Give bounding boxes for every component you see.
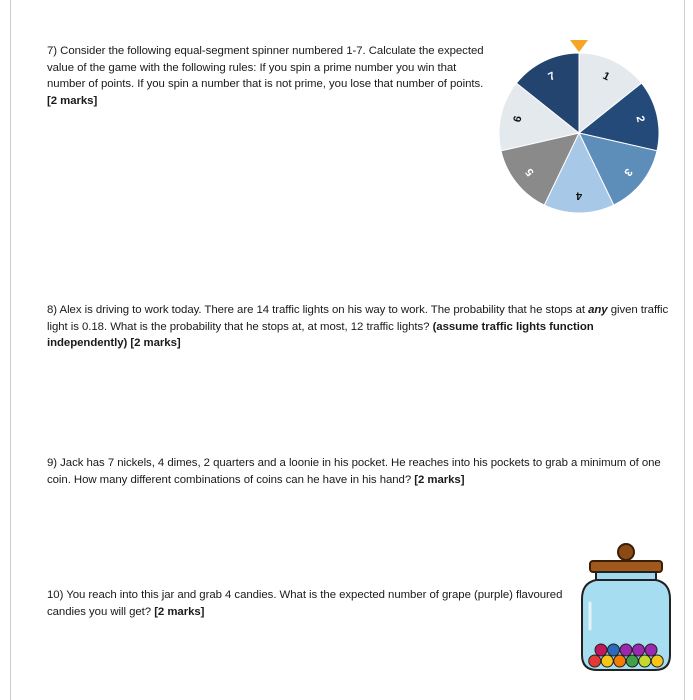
jar-knob bbox=[618, 544, 634, 560]
question-9-marks: [2 marks] bbox=[414, 473, 465, 486]
question-7-number: 7) bbox=[47, 45, 58, 57]
candy-5 bbox=[589, 655, 601, 667]
spinner-label-5: 5 bbox=[523, 165, 537, 179]
candy-10 bbox=[651, 655, 663, 667]
question-8-number: 8) bbox=[47, 304, 58, 316]
candy-6 bbox=[601, 655, 613, 667]
candy-3 bbox=[633, 644, 645, 656]
question-7 bbox=[47, 43, 487, 109]
candy-7 bbox=[614, 655, 626, 667]
question-9 bbox=[47, 455, 672, 488]
question-9-text: Jack has 7 nickels, 4 dimes, 2 quarters and a loonie in his pocket. He reaches into his pockets to grab a minimum of one coin. How many different combinations of coins can he have in his hand? bbox=[47, 457, 661, 486]
question-10-marks: [2 marks] bbox=[154, 605, 205, 618]
spinner-label-1: 1 bbox=[600, 69, 612, 84]
question-8-emphasis: any bbox=[588, 304, 608, 316]
question-8-text-continued: given traffic light is 0.18. What is the probability that he stops at, at most, 12 traffic lights? bbox=[47, 304, 669, 333]
question-7-marks: [2 marks] bbox=[47, 94, 98, 107]
question-8-text: Alex is driving to work today. There are 14 traffic lights on his way to work. The probability that he stops at bbox=[59, 304, 585, 316]
candy-jar-image bbox=[576, 543, 676, 673]
candy-2 bbox=[620, 644, 632, 656]
candy-0 bbox=[595, 644, 607, 656]
candy-1 bbox=[608, 644, 620, 656]
spinner-label-6: 6 bbox=[511, 114, 525, 124]
jar-neck bbox=[596, 572, 656, 580]
worksheet-page bbox=[10, 0, 685, 700]
jar-lid bbox=[590, 561, 662, 572]
spinner-label-2: 2 bbox=[633, 114, 647, 124]
question-8 bbox=[47, 302, 672, 352]
candy-4 bbox=[645, 644, 657, 656]
question-10 bbox=[47, 587, 572, 620]
spinner-pointer bbox=[570, 40, 588, 52]
candy-9 bbox=[639, 655, 651, 667]
spinner-label-3: 3 bbox=[621, 165, 635, 179]
spinner-segments bbox=[499, 53, 659, 213]
question-8-note: (assume traffic lights function independently) [2 marks] bbox=[47, 320, 594, 349]
question-7-text: Consider the following equal-segment spinner numbered 1-7. Calculate the expected value of the game with the following rules: If you spin a prime number you win that number of points. If you spin a number that is not prime, you lose that number of points. bbox=[47, 45, 484, 90]
candy-8 bbox=[626, 655, 638, 667]
spinner-label-7: 7 bbox=[546, 69, 558, 84]
spinner-label-4: 4 bbox=[575, 189, 583, 202]
spinner-diagram bbox=[496, 38, 666, 216]
question-10-text: You reach into this jar and grab 4 candies. What is the expected number of grape (purple) flavoured candies you will get? bbox=[47, 589, 563, 618]
question-9-number: 9) bbox=[47, 457, 58, 469]
question-10-number: 10) bbox=[47, 589, 64, 601]
